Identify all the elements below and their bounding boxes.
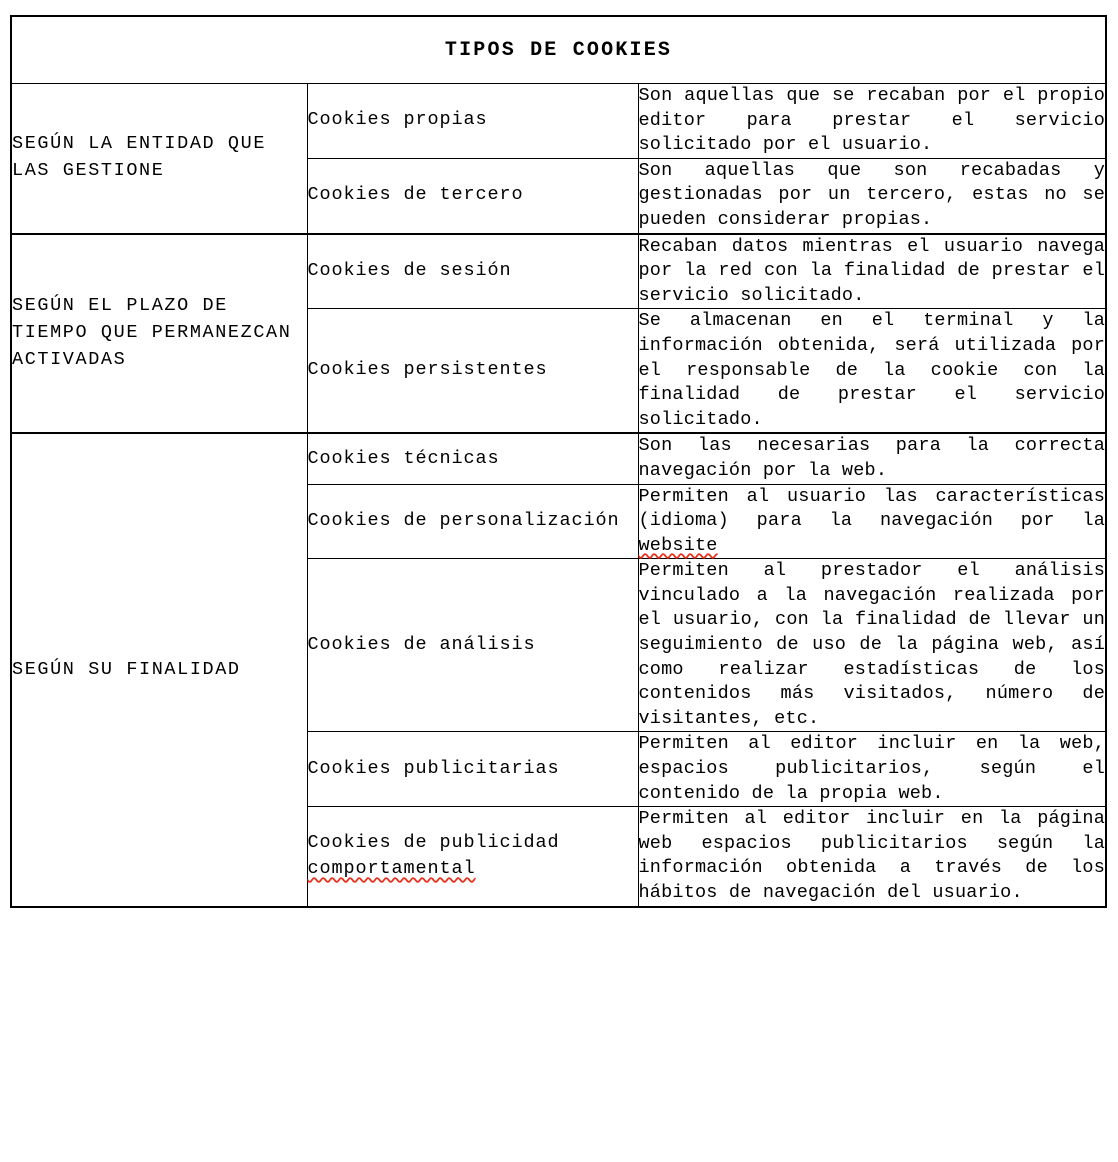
cookie-description-text: [639, 485, 1106, 559]
category-label: SEGÚN LA ENTIDAD QUE LAS GESTIONE: [12, 133, 267, 182]
cookie-type-label: Cookies de análisis: [307, 633, 536, 655]
cookie-description-cell: [638, 158, 1106, 233]
cookie-type-cell: [307, 309, 638, 433]
cookie-type-cell: [307, 234, 638, 309]
cookie-description-cell: [638, 433, 1106, 484]
table-title-row: [11, 16, 1106, 84]
cookie-description-text: Recaban datos mientras el usuario navega por la red con la finalidad de prestar el servicio solicitado.: [638, 235, 1106, 306]
cookie-type-label: Cookies de sesión: [307, 260, 512, 282]
cookie-type-cell: [307, 433, 638, 484]
cookie-description-text: Se almacenan en el terminal y la información obtenida, será utilizada por el responsable de la cookie con la finalidad de prestar el servicio solicitado.: [638, 310, 1106, 430]
table-row: [11, 234, 1106, 309]
cookie-types-table-container: [10, 15, 1105, 908]
cookie-type-prefix: Cookies de publicidad: [307, 831, 560, 853]
table-row: [11, 433, 1106, 484]
cookie-description-cell: [638, 309, 1106, 433]
cookie-description-cell: [638, 234, 1106, 309]
misspelled-word-comportamental: comportamental: [307, 858, 476, 880]
cookie-description-cell: [638, 807, 1106, 907]
cookie-type-cell: [307, 807, 638, 907]
table-row: [11, 84, 1106, 159]
table-title-cell: [11, 16, 1106, 84]
cookie-type-cell: [307, 484, 638, 559]
misspelled-word-website: website: [638, 534, 718, 556]
cookie-type-cell: [307, 158, 638, 233]
category-cell-plazo: [11, 234, 307, 434]
cookie-type-label: Cookies técnicas: [307, 447, 500, 469]
cookie-type-label: Cookies de tercero: [307, 184, 524, 206]
cookie-description-text: Son aquellas que son recabadas y gestionadas por un tercero, estas no se pueden considerar propias.: [638, 159, 1106, 230]
cookie-description-text: Son aquellas que se recaban por el propio editor para prestar el servicio solicitado por el usuario.: [638, 85, 1106, 156]
cookie-description-text: Son las necesarias para la correcta navegación por la web.: [638, 435, 1106, 481]
cookie-types-table: [10, 15, 1107, 908]
cookie-type-label: [308, 832, 560, 880]
category-label: SEGÚN SU FINALIDAD: [12, 658, 241, 680]
category-cell-entidad: [11, 84, 307, 234]
cookie-description-text: Permiten al editor incluir en la web, espacios publicitarios, según el contenido de la propia web.: [638, 733, 1106, 804]
cookie-type-cell: [307, 559, 638, 732]
cookie-type-label: Cookies publicitarias: [307, 757, 560, 779]
cookie-type-cell: [307, 84, 638, 159]
cookie-description-cell: [638, 484, 1106, 559]
category-label: SEGÚN EL PLAZO DE TIEMPO QUE PERMANEZCAN ACTIVADAS: [12, 295, 292, 370]
description-prefix: Permiten al usuario las características (idioma) para la navegación por la: [638, 485, 1106, 532]
cookie-description-cell: [638, 84, 1106, 159]
cookie-type-label: Cookies persistentes: [307, 359, 548, 381]
cookie-type-cell: [307, 732, 638, 807]
page-title: TIPOS DE COOKIES: [444, 38, 673, 62]
cookie-type-label: Cookies de personalización: [307, 509, 620, 531]
cookie-description-cell: [638, 732, 1106, 807]
cookie-description-cell: [638, 559, 1106, 732]
cookie-description-text: Permiten al prestador el análisis vinculado a la navegación realizada por el usuario, con la finalidad de llevar un seguimiento de uso de la página web, así como realizar estadísticas de los contenidos más visitados, número de visitantes, etc.: [638, 560, 1106, 729]
cookie-type-label: Cookies propias: [307, 109, 488, 131]
cookie-description-text: Permiten al editor incluir en la página web espacios publicitarios según la información obtenida a través de los hábitos de navegación del usuario.: [638, 808, 1106, 903]
category-cell-finalidad: [11, 433, 307, 906]
